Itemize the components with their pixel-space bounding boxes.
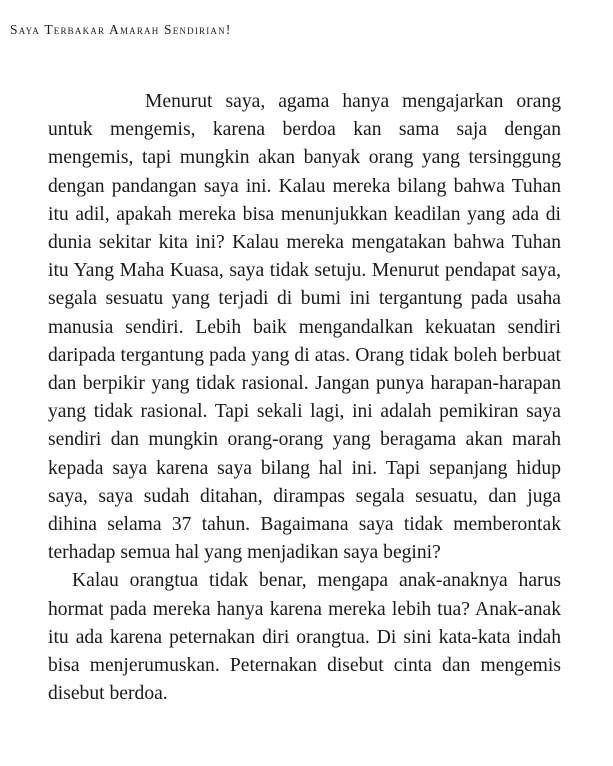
paragraph-2: Kalau orangtua tidak benar, mengapa anak-anaknya harus hormat pada mereka hanya karena mereka lebih tua? Anak-anak itu ada karena peternakan diri orangtua. Di sini kata-kata indah bisa menjerumuskan. Peternakan disebut cinta dan mengemis disebut berdoa. <box>48 570 561 705</box>
paragraph-1: Menurut saya, agama hanya mengajarkan orang untuk mengemis, karena berdoa kan sama saja dengan mengemis, tapi mungkin akan banyak orang yang tersinggung dengan pandangan saya ini. Kalau mereka bilang bahwa Tuhan itu adil, apakah mereka bisa menunjukkan keadilan yang ada di dunia sekitar kita ini? Kalau mereka mengatakan bahwa Tuhan itu Yang Maha Kuasa, saya tidak setuju. Menurut pendapat saya, segala sesuatu yang terjadi di bumi ini tergantung pada usaha manusia sendiri. Lebih baik mengandalkan kekuatan sendiri daripada tergantung pada yang di atas. Orang tidak boleh berbuat dan berpikir yang tidak rasional. Jangan punya harapan-harapan yang tidak rasional. Tapi sekali lagi, ini adalah pemikiran saya sendiri dan mungkin orang-orang yang beragama akan marah kepada saya karena saya bilang hal ini. Tapi sepanjang hidup saya, saya sudah ditahan, dirampas segala sesuatu, dan juga dihina selama 37 tahun. Bagaimana saya tidak memberontak terhadap semua hal yang menjadikan saya begini? <box>48 91 561 564</box>
body-text <box>48 88 561 708</box>
running-header: Saya Terbakar Amarah Sendirian! <box>10 22 232 37</box>
